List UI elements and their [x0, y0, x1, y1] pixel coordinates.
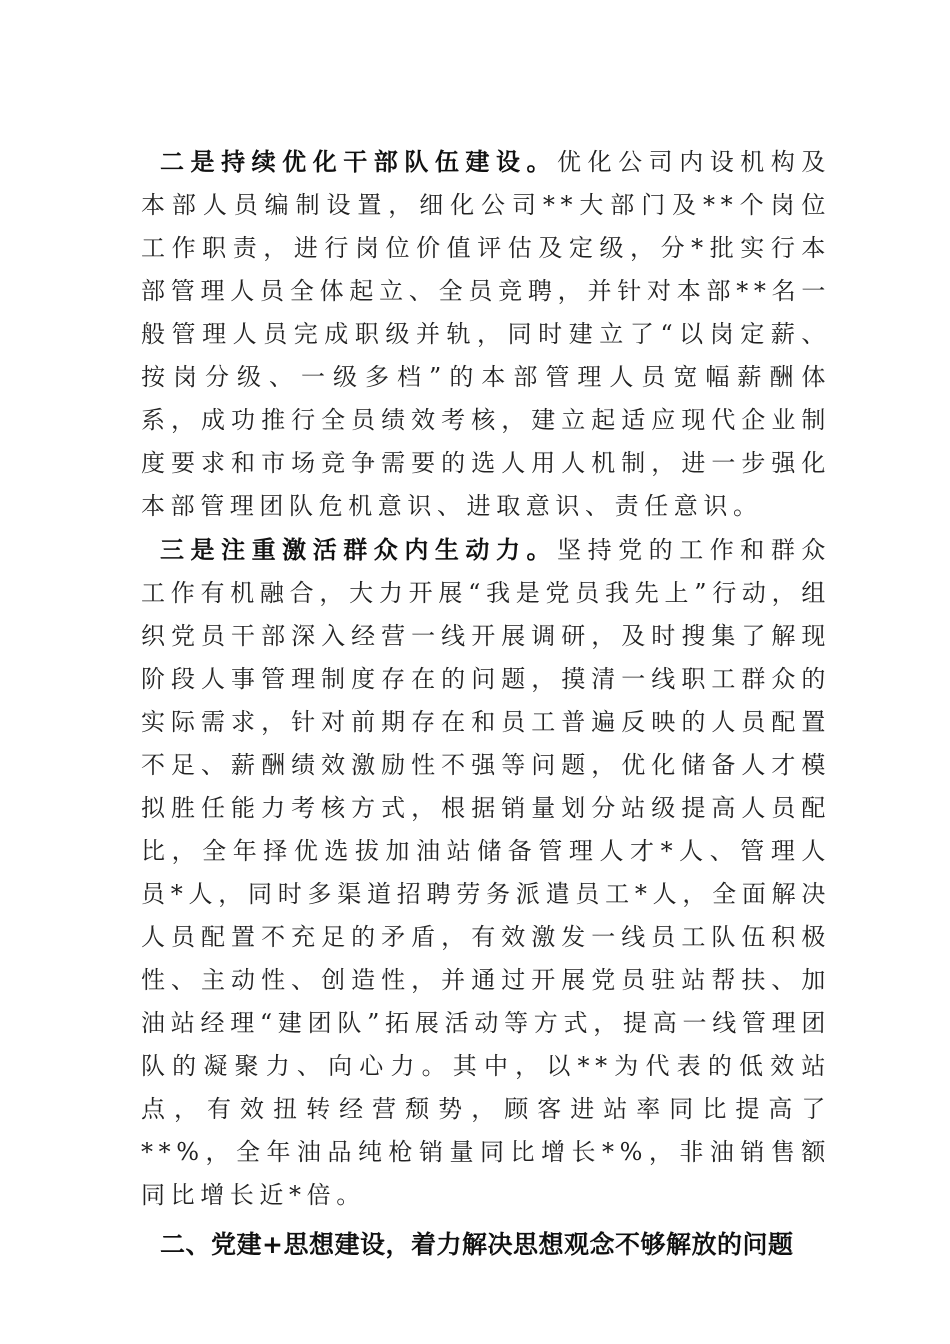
paragraph-body: 坚持党的工作和群众工作有机融合，大力开展“我是党员我先上”行动，组织党员干部深入经营一线开展调研，及时搜集了解现阶段人事管理制度存在的问题，摸清一线职工群众的实际需求，针对前期存在和员工普遍反映的人员配置不足、薪酬绩效激励性不强等问题，优化储备人才模拟胜任能力考核方式，根据销量划分站级提高人员配比，全年择优选拔加油站储备管理人才*人、管理人员*人，同时多渠道招聘劳务派遣员工*人，全面解决人员配置不充足的矛盾，有效激发一线员工队伍积极性、主动性、创造性，并通过开展党员驻站帮扶、加油站经理“建团队”拓展活动等方式，提高一线管理团队的凝聚力、向心力。其中，以**为代表的低效站点，有效扭转经营颓势，顾客进站率同比提高了**%，全年油品纯枪销量同比增长*%，非油销售额同比增长近*倍。: [141, 536, 831, 1209]
paragraph-mass-motivation: [141, 528, 831, 1217]
paragraph-lead: 二是持续优化干部队伍建设。: [160, 147, 558, 176]
paragraph-body: 优化公司内设机构及本部人员编制设置，细化公司**大部门及**个岗位工作职责，进行岗位价值评估及定级，分*批实行本部管理人员全体起立、全员竞聘，并针对本部**名一般管理人员完成职级并轨，同时建立了“以岗定薪、按岗分级、一级多档”的本部管理人员宽幅薪酬体系，成功推行全员绩效考核，建立起适应现代企业制度要求和市场竞争需要的选人用人机制，进一步强化本部管理团队危机意识、进取意识、责任意识。: [141, 148, 831, 520]
paragraph-cadre-team: [141, 140, 831, 528]
paragraph-lead: 三是注重激活群众内生动力。: [160, 535, 558, 564]
document-page: [141, 140, 831, 1266]
section-heading: 二、党建+思想建设，着力解决思想观念不够解放的问题: [160, 1230, 794, 1259]
